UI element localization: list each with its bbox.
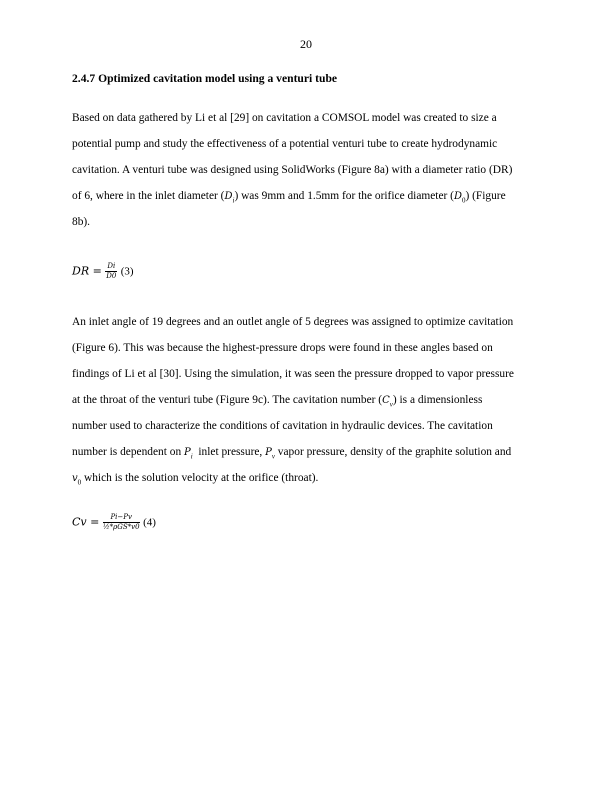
text: at the throat of the venturi tube (Figure 9c). The cavitation number ( [72, 394, 383, 406]
math-D: D [224, 191, 233, 202]
equation-label: (4) [143, 516, 156, 529]
math-D: D [453, 191, 462, 202]
text: ) is a dimensionless [392, 394, 483, 406]
math-sub: v [389, 400, 393, 409]
paragraph-line: (Figure 6). This was because the highest-pressure drops were found in these angles based on [72, 342, 493, 354]
equation-label: (3) [120, 265, 134, 278]
paragraph-line [72, 394, 482, 408]
eq-lhs: DR = [72, 264, 102, 278]
text: of 6, where in the inlet diameter ( [72, 190, 225, 202]
denominator: ½*ρGS*v0 [102, 523, 140, 531]
fraction [103, 513, 140, 532]
text: number is dependent on [72, 446, 184, 458]
paragraph-line: 8b). [72, 216, 91, 228]
paragraph-line: An inlet angle of 19 degrees and an outlet angle of 5 degrees was assigned to optimize cavitation [72, 316, 514, 328]
math-P: P [183, 447, 191, 458]
text: ) (Figure [465, 190, 506, 202]
math-sub: v [271, 452, 275, 461]
math-v: v [72, 473, 78, 484]
paragraph-line [72, 190, 506, 204]
text: vapor pressure, density of the graphite solution and [274, 446, 512, 458]
math-sub: 0 [77, 478, 82, 487]
paragraph-line: number used to characterize the conditions of cavitation in hydraulic devices. The cavitation [72, 420, 493, 432]
equation-3 [72, 262, 134, 281]
paragraph-line: potential pump and study the effectiveness of a potential venturi tube to create hydrodynamic [72, 138, 498, 150]
denominator: D0 [106, 272, 117, 280]
text: which is the solution velocity at the orifice (throat). [81, 472, 319, 484]
math-sub: 0 [461, 196, 466, 205]
text: inlet pressure, [192, 446, 266, 458]
eq-lhs: Cv = [72, 515, 100, 529]
section-heading: 2.4.7 Optimized cavitation model using a venturi tube [72, 72, 338, 85]
page-number: 20 [300, 37, 312, 51]
numerator: Di [107, 262, 116, 270]
paragraph-line: cavitation. A venturi tube was designed using SolidWorks (Figure 8a) with a diameter ratio (DR) [72, 164, 513, 176]
math-sub: i [190, 452, 193, 461]
math-P: P [265, 447, 272, 458]
paragraph-line: Based on data gathered by Li et al [29] on cavitation a COMSOL model was created to size a [72, 112, 497, 124]
fraction [105, 262, 117, 281]
math-sub: i [232, 196, 235, 205]
text: ) was 9mm and 1.5mm for the orifice diameter ( [234, 190, 454, 202]
numerator: Pi−Pv [103, 513, 140, 523]
paragraph-line [72, 472, 318, 486]
paragraph-line [72, 446, 511, 460]
equation-4 [72, 513, 156, 532]
paragraph-line: findings of Li et al [30]. Using the simulation, it was seen the pressure dropped to vapor pressure [72, 368, 514, 380]
math-C: C [382, 395, 390, 406]
